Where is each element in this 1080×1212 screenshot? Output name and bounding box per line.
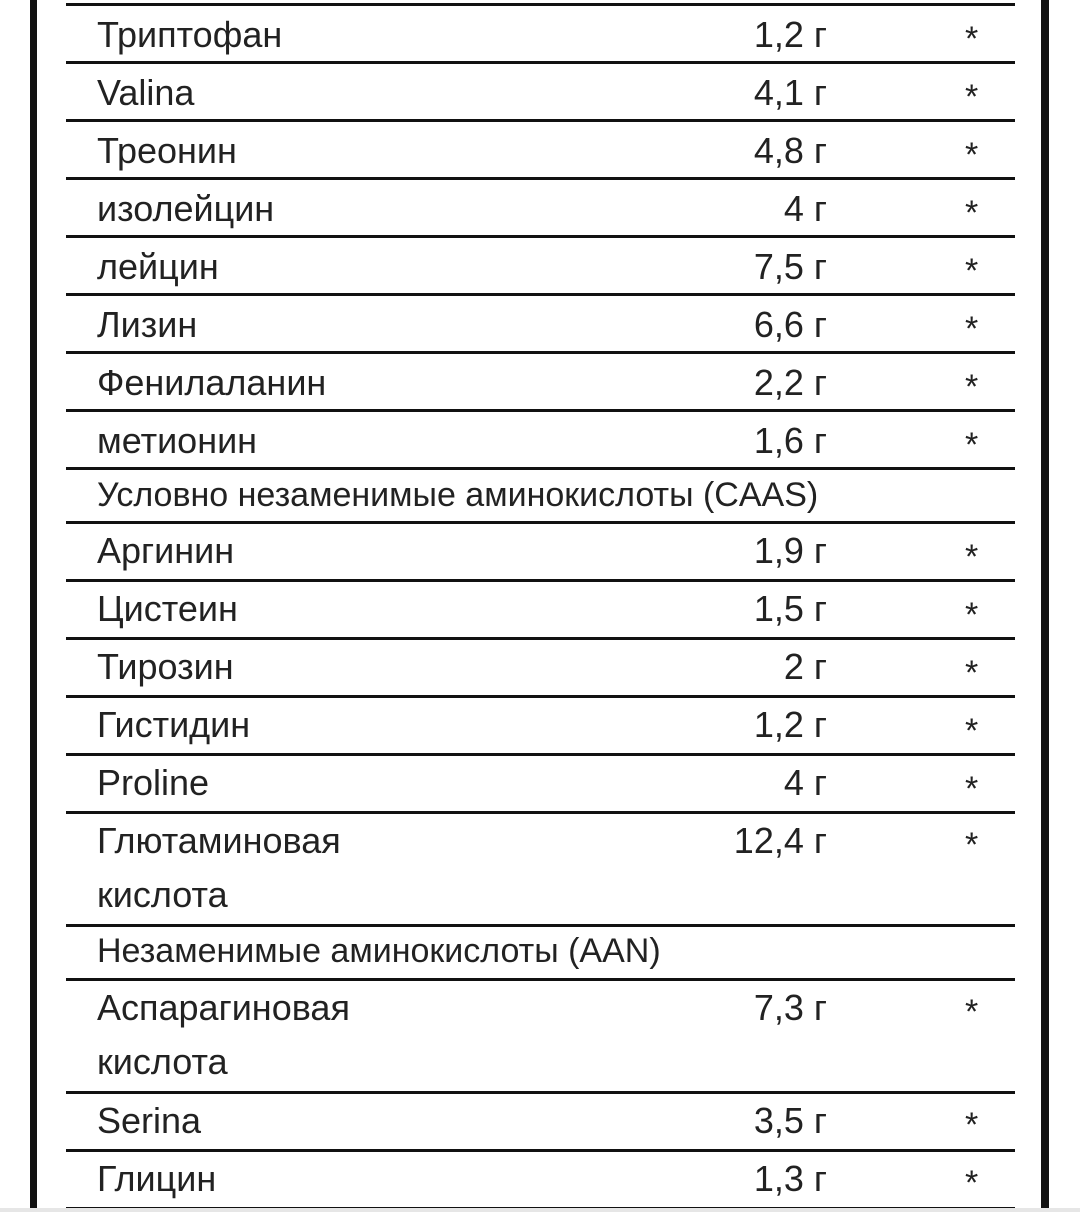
amino-acid-name: Треонин bbox=[97, 130, 237, 171]
amino-acid-name: лейцин bbox=[97, 246, 219, 287]
amino-acid-amount: 1,2 г bbox=[753, 14, 827, 55]
table-row bbox=[66, 981, 1015, 1091]
table-row bbox=[66, 238, 1015, 293]
amino-acid-amount: 7,5 г bbox=[753, 246, 827, 287]
footnote-mark: * bbox=[965, 136, 979, 174]
footnote-mark: * bbox=[965, 20, 979, 58]
amino-acid-amount: 4,8 г bbox=[753, 130, 827, 171]
amino-acid-amount: 3,5 г bbox=[753, 1100, 827, 1141]
footnote-mark: * bbox=[965, 368, 979, 406]
table-row bbox=[66, 698, 1015, 753]
footnote-mark: * bbox=[965, 252, 979, 290]
amino-acid-amount: 1,3 г bbox=[753, 1158, 827, 1199]
footnote-mark: * bbox=[965, 596, 979, 634]
amino-acid-amount: 1,5 г bbox=[753, 588, 827, 629]
footnote-mark: * bbox=[965, 426, 979, 464]
footnote-mark: * bbox=[965, 712, 979, 750]
amino-acid-name: Valina bbox=[97, 72, 195, 113]
amino-acid-name: Proline bbox=[97, 762, 210, 803]
table-row bbox=[66, 582, 1015, 637]
footnote-mark: * bbox=[965, 194, 979, 232]
amino-acid-name: Глютаминовая кислота bbox=[97, 820, 341, 915]
amino-acid-amount: 6,6 г bbox=[753, 304, 827, 345]
table-row bbox=[66, 640, 1015, 695]
table-row bbox=[66, 412, 1015, 467]
amino-acid-amount: 12,4 г bbox=[733, 820, 827, 861]
amino-acid-name: Гистидин bbox=[97, 704, 251, 745]
amino-acid-name: Аргинин bbox=[97, 530, 235, 571]
section-header: Условно незаменимые аминокислоты (CAAS) bbox=[97, 476, 819, 514]
footnote-mark: * bbox=[965, 654, 979, 692]
amino-acid-name: Фенилаланин bbox=[97, 362, 327, 403]
table-row bbox=[66, 6, 1015, 61]
right-frame-border bbox=[1041, 0, 1049, 1212]
amino-acid-name: метионин bbox=[97, 420, 258, 461]
amino-acid-amount: 7,3 г bbox=[753, 987, 827, 1028]
section-header-row bbox=[66, 927, 1015, 978]
table-row bbox=[66, 524, 1015, 579]
amino-acid-name: Тирозин bbox=[97, 646, 234, 687]
table-row bbox=[66, 1094, 1015, 1149]
footnote-mark: * bbox=[965, 1164, 979, 1202]
table-row bbox=[66, 296, 1015, 351]
amino-acid-amount: 4,1 г bbox=[753, 72, 827, 113]
amino-acid-name: Глицин bbox=[97, 1158, 217, 1199]
amino-acid-name: Serina bbox=[97, 1100, 202, 1141]
footnote-mark: * bbox=[965, 993, 979, 1031]
amino-acid-name: изолейцин bbox=[97, 188, 275, 229]
footnote-mark: * bbox=[965, 826, 979, 864]
footnote-mark: * bbox=[965, 1106, 979, 1144]
table-row bbox=[66, 180, 1015, 235]
amino-acid-amount: 1,6 г bbox=[753, 420, 827, 461]
footnote-mark: * bbox=[965, 538, 979, 576]
table-row bbox=[66, 122, 1015, 177]
amino-acid-amount: 2,2 г bbox=[753, 362, 827, 403]
amino-acid-name: Аспарагиновая кислота bbox=[97, 987, 350, 1082]
amino-acid-amount: 1,9 г bbox=[753, 530, 827, 571]
amino-acid-amount: 4 г bbox=[783, 762, 827, 803]
table-row bbox=[66, 814, 1015, 924]
footnote-mark: * bbox=[965, 770, 979, 808]
table-row bbox=[66, 756, 1015, 811]
amino-acid-amount: 1,2 г bbox=[753, 704, 827, 745]
table-row bbox=[66, 64, 1015, 119]
amino-acid-amount: 2 г bbox=[783, 646, 827, 687]
table-row bbox=[66, 354, 1015, 409]
section-header-row bbox=[66, 470, 1015, 521]
amino-acid-name: Триптофан bbox=[97, 14, 283, 55]
footnote-mark: * bbox=[965, 78, 979, 116]
amino-acid-amount: 4 г bbox=[783, 188, 827, 229]
amino-acid-name: Цистеин bbox=[97, 588, 238, 629]
bottom-edge bbox=[0, 1208, 1080, 1212]
amino-acid-name: Лизин bbox=[97, 304, 198, 345]
table-row bbox=[66, 1152, 1015, 1207]
footnote-mark: * bbox=[965, 310, 979, 348]
left-frame-border bbox=[30, 0, 37, 1212]
section-header: Незаменимые аминокислоты (AAN) bbox=[97, 932, 661, 970]
